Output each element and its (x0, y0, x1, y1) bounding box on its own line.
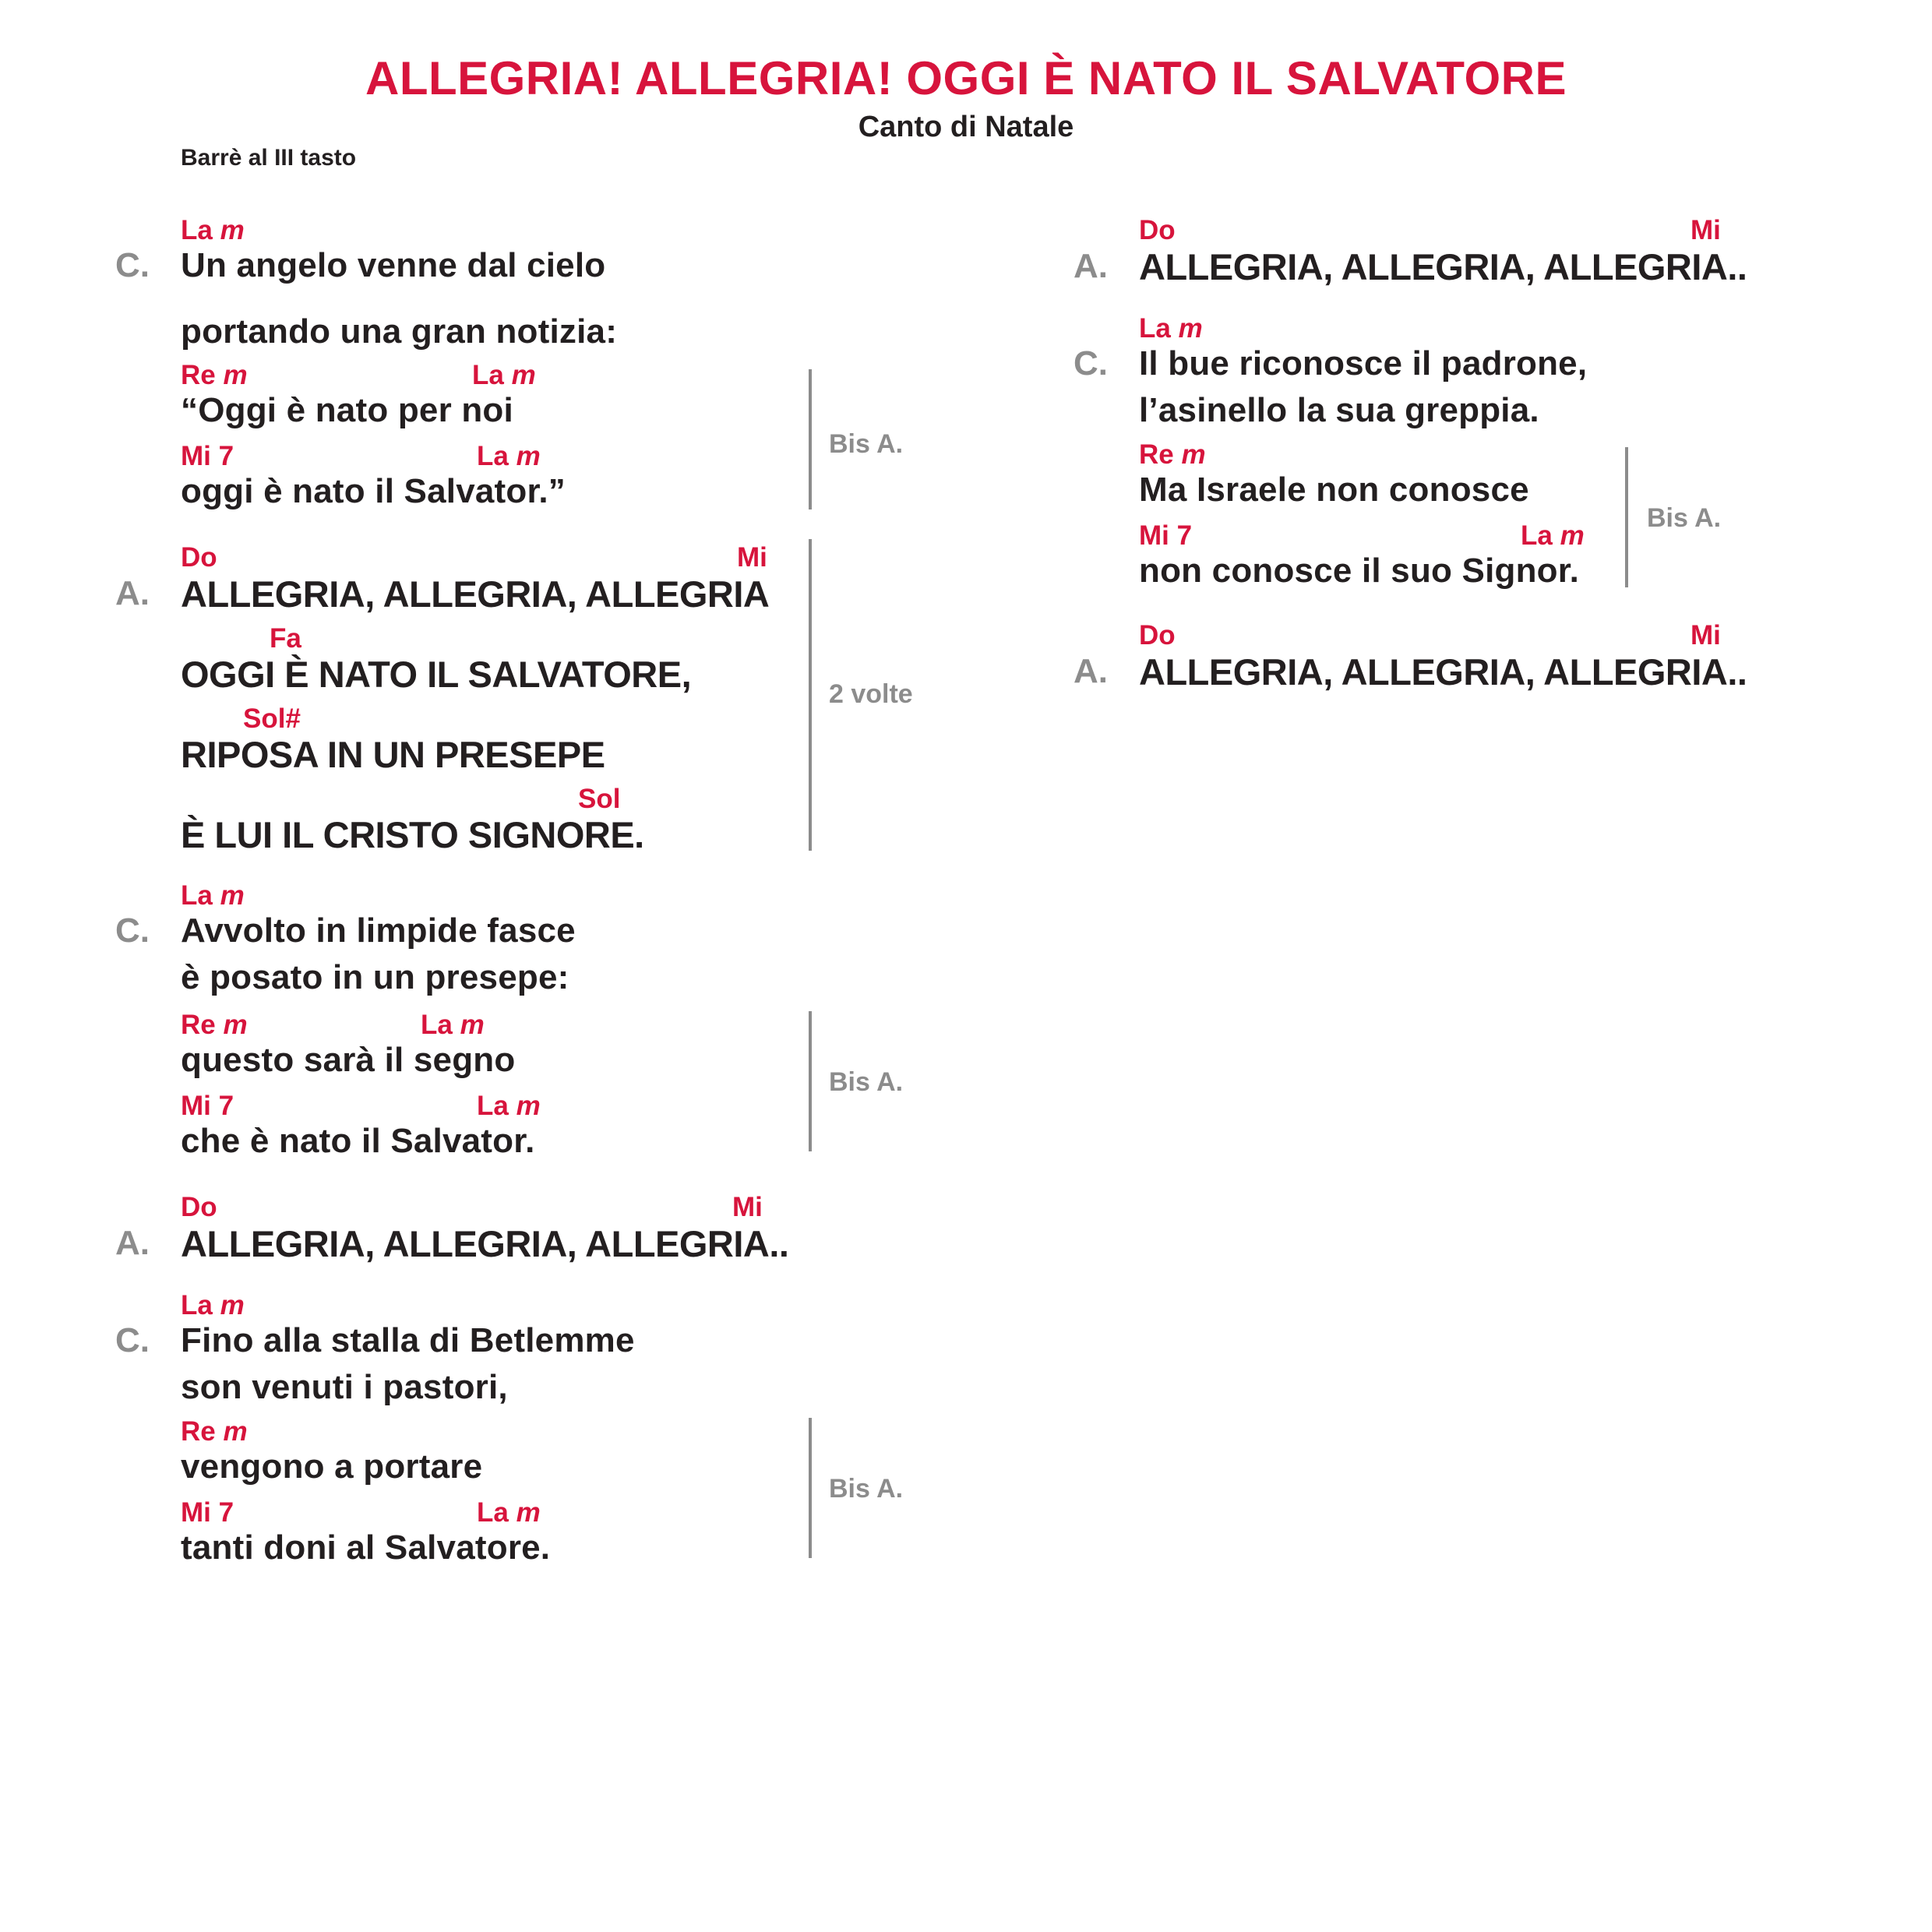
refrain-line: OGGI È NATO IL SALVATORE, (181, 654, 692, 695)
repeat-marker: Bis A. (829, 429, 904, 459)
chord-mi: Mi (1690, 215, 1721, 245)
role-cantor: C. (115, 1321, 150, 1359)
lyric-line: Ma Israele non conosce (1139, 471, 1529, 509)
lyric-line: che è nato il Salvator. (181, 1122, 535, 1160)
chord-re-minor: Re m (181, 1416, 248, 1447)
chord-la-minor: La m (181, 1290, 245, 1320)
repeat-marker: Bis A. (1647, 503, 1722, 533)
repeat-bracket (809, 1418, 812, 1558)
repeat-marker: Bis A. (829, 1474, 904, 1504)
refrain-line: ALLEGRIA, ALLEGRIA, ALLEGRIA.. (181, 1223, 789, 1264)
chord-re-minor: Re m (181, 360, 248, 390)
capo-note: Barrè al III tasto (181, 145, 357, 171)
lyric-line: vengono a portare (181, 1447, 483, 1486)
role-assembly: A. (115, 574, 150, 612)
role-assembly: A. (1074, 652, 1108, 690)
repeat-bracket (1625, 447, 1628, 587)
lyric-line: son venuti i pastori, (181, 1368, 508, 1406)
lyric-line: questo sarà il segno (181, 1041, 516, 1079)
chord-mi7: Mi 7 (181, 441, 234, 471)
lyric-line: Un angelo venne dal cielo (181, 246, 606, 284)
chord-la-minor: La m (477, 1091, 541, 1121)
chord-re-minor: Re m (1139, 439, 1206, 470)
lyric-line: portando una gran notizia: (181, 312, 618, 351)
lyric-line: Avvolto in limpide fasce (181, 911, 576, 950)
chord-la-minor: La m (477, 441, 541, 471)
chord-la-minor: La m (421, 1010, 485, 1040)
lyric-line: è posato in un presepe: (181, 958, 569, 996)
chord-mi7: Mi 7 (1139, 520, 1193, 551)
chord-do: Do (1139, 215, 1176, 245)
refrain-line: È LUI IL CRISTO SIGNORE. (181, 814, 644, 855)
chord-re-minor: Re m (181, 1010, 248, 1040)
role-assembly: A. (1074, 247, 1108, 285)
chord-la-minor: La m (472, 360, 536, 390)
song-title: ALLEGRIA! ALLEGRIA! OGGI È NATO IL SALVATORE (365, 52, 1567, 104)
chord-la-minor: La m (1521, 520, 1585, 551)
song-subtitle: Canto di Natale (858, 111, 1074, 143)
lyric-line: tanti doni al Salvatore. (181, 1528, 551, 1567)
repeat-marker: 2 volte (829, 679, 913, 709)
repeat-marker: Bis A. (829, 1067, 904, 1097)
refrain-line: ALLEGRIA, ALLEGRIA, ALLEGRIA.. (1139, 651, 1747, 693)
lyric-line: oggi è nato il Salvator.” (181, 472, 566, 510)
lyric-line: Il bue riconosce il padrone, (1139, 344, 1588, 383)
role-cantor: C. (1074, 344, 1108, 383)
lyric-line: non conosce il suo Signor. (1139, 552, 1580, 590)
repeat-bracket (809, 539, 812, 851)
chord-fa: Fa (270, 623, 301, 654)
role-assembly: A. (115, 1224, 150, 1262)
repeat-bracket (809, 369, 812, 509)
lyric-line: Fino alla stalla di Betlemme (181, 1321, 635, 1359)
role-cantor: C. (115, 911, 150, 950)
chord-mi7: Mi 7 (181, 1497, 234, 1528)
chord-sol: Sol (578, 784, 621, 814)
refrain-line: ALLEGRIA, ALLEGRIA, ALLEGRIA.. (1139, 246, 1747, 287)
chord-la-minor: La m (181, 880, 245, 911)
chord-do: Do (181, 1192, 217, 1222)
lyric-line: l’asinello la sua greppia. (1139, 391, 1539, 429)
role-cantor: C. (115, 246, 150, 284)
lyric-line: “Oggi è nato per noi (181, 391, 513, 429)
chord-mi: Mi (1690, 620, 1721, 650)
refrain-line: ALLEGRIA, ALLEGRIA, ALLEGRIA (181, 573, 770, 615)
chord-sol-sharp: Sol# (243, 703, 301, 734)
chord-mi: Mi (732, 1192, 763, 1222)
chord-do: Do (181, 542, 217, 573)
chord-do: Do (1139, 620, 1176, 650)
chord-la-minor: La m (477, 1497, 541, 1528)
chord-la-minor: La m (181, 215, 245, 245)
chord-mi: Mi (737, 542, 767, 573)
refrain-line: RIPOSA IN UN PRESEPE (181, 734, 605, 775)
chord-la-minor: La m (1139, 313, 1203, 344)
chord-mi7: Mi 7 (181, 1091, 234, 1121)
repeat-bracket (809, 1011, 812, 1151)
